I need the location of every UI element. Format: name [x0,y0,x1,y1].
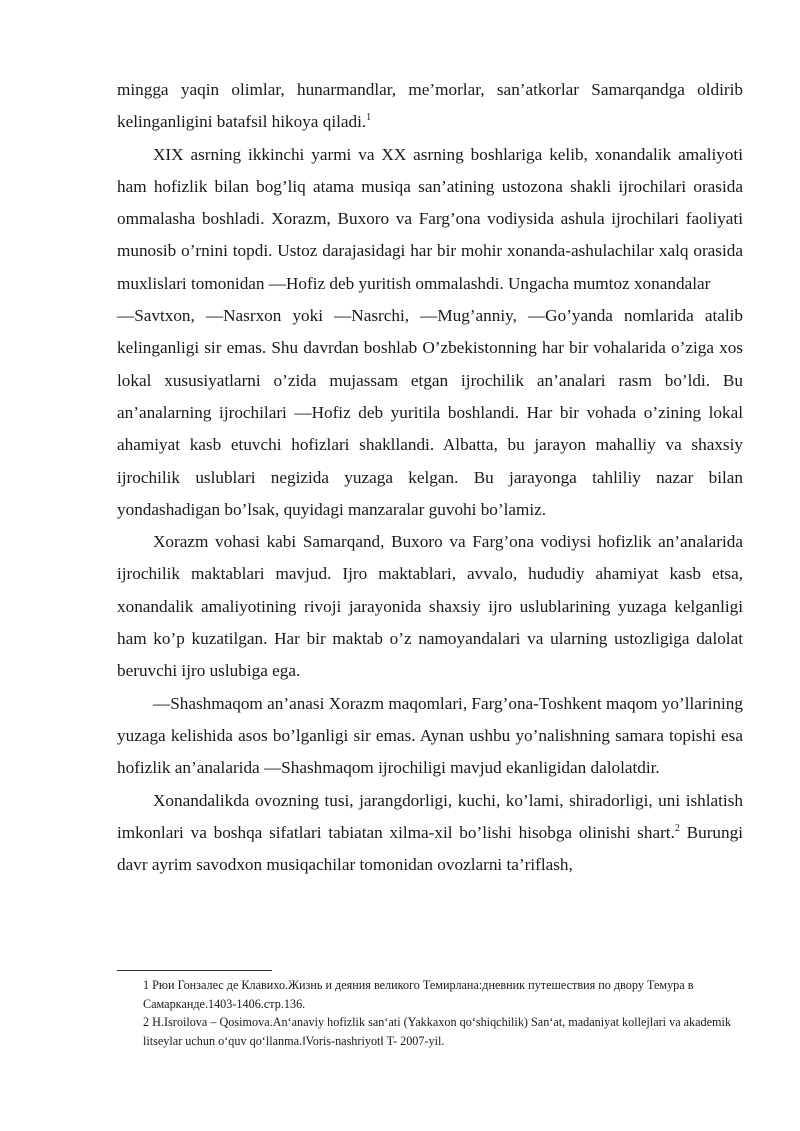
paragraph-text: Xorazm vohasi kabi Samarqand, Buxoro va Farg’ona vodiysi hofizlik an’analarida ijrochilik maktablari mavjud. Ijro maktablari, avvalo, hududiy ahamiyat kasb etsa, xonandalik amaliyotining rivoji jarayonida shaxsiy ijro uslublarining yuzaga kelganligi ham ko’p kuzatilgan. Har bir maktab o’z namoyandalari va ularning ustozligiga dalolat beruvchi ijro uslubiga ega. [117,532,743,681]
paragraph-shashmaqom [117,688,743,785]
paragraph-performance-schools [117,526,743,687]
paragraph-text: Xonandalikda ovozning tusi, jarangdorligi, kuchi, ko’lami, shiradorligi, uni ishlatish imkonlari va boshqa sifatlari tabiatan xilma-xil bo’lishi hisobga olinishi shart. [117,790,743,842]
paragraph-voice-qualities [117,785,743,882]
paragraph-continuation [117,74,743,139]
footnote-separator [117,970,272,971]
paragraph-text: XIX asrning ikkinchi yarmi va XX asrning boshlariga kelib, xonandalik amaliyoti ham hofizlik bilan bog’liq atama musiqa san’atining ustozona shakli ijrochilari orasida ommalasha boshladi. Xorazm, Buxoro va Farg’ona vodiysida ashula ijrochilari faoliyati munosib o’rnini topdi. Ustoz darajasidagi har bir mohir xonanda-ashulachilar xalq orasida muxlislari tomonidan ―Hofiz deb yuritish ommalashdi. Ungacha mumtoz xonandalar [117,144,743,293]
paragraph-text: ―Shashmaqom an’anasi Xorazm maqomlari, Farg’ona-Toshkent maqom yo’llarining yuzaga kelishida asos bo’lganligi sir emas. Aynan ushbu yo’nalishning samara topishi esa hofizlik an’analarida ―Shashmaqom ijrochiligi mavjud ekanligidan dalolatdir. [117,693,743,778]
footnotes [143,976,743,1050]
document-body [117,74,743,881]
footnote-ref-2[interactable]: 2 [674,822,680,834]
footnote-1: 1 Рюи Гонзалес де Клавихо.Жизнь и деяния великого Темирлана:дневник путешествия по двору Темура в Самарканде.1403-1406.стр.136. [143,978,694,1011]
paragraph-performer-names [117,300,743,526]
paragraph-text: ―Savtxon, ―Nasrxon yoki ―Nasrchi, ―Mug’anniy, ―Go’yanda nomlarida atalib kelinganligi sir emas. Shu davrdan boshlab O’zbekistonning har bir vohalarida o’ziga xos lokal xususiyatlarni o’zida mujassam etgan ijrochilik an’analari rasm bo’ldi. Bu an’analarning ijrochilari ―Hofiz deb yuritila boshlandi. Har bir vohada o’zining lokal ahamiyat kasb etuvchi hofizlari shakllandi. Albatta, bu jarayon mahalliy va shaxsiy ijrochilik uslublari negizida yuzaga kelgan. Bu jarayonga tahliliy nazar bilan yondashadigan bo’lsak, quyidagi manzaralar guvohi bo’lamiz. [117,306,743,519]
paragraph-text: Burungi davr ayrim savodxon musiqachilar tomonidan ovozlarni ta’riflash, [117,822,743,875]
footnote-ref-1[interactable]: 1 [366,112,372,124]
paragraph-hofizlik-history [117,139,743,300]
paragraph-text: mingga yaqin olimlar, hunarmandlar, me’morlar, san’atkorlar Samarqandga oldirib kelinganligini batafsil hikoya qiladi. [117,80,743,132]
footnote-2: 2 H.Isroilova – Qosimova.An‘anaviy hofizlik san‘ati (Yakkaxon qo‘shiqchilik) San‘at, madaniyat kollejlari va akademik litseylar uchun o‘quv qo‘llanma.‖Voris-nashriyot‖ T- 2007-yil. [143,1015,732,1048]
